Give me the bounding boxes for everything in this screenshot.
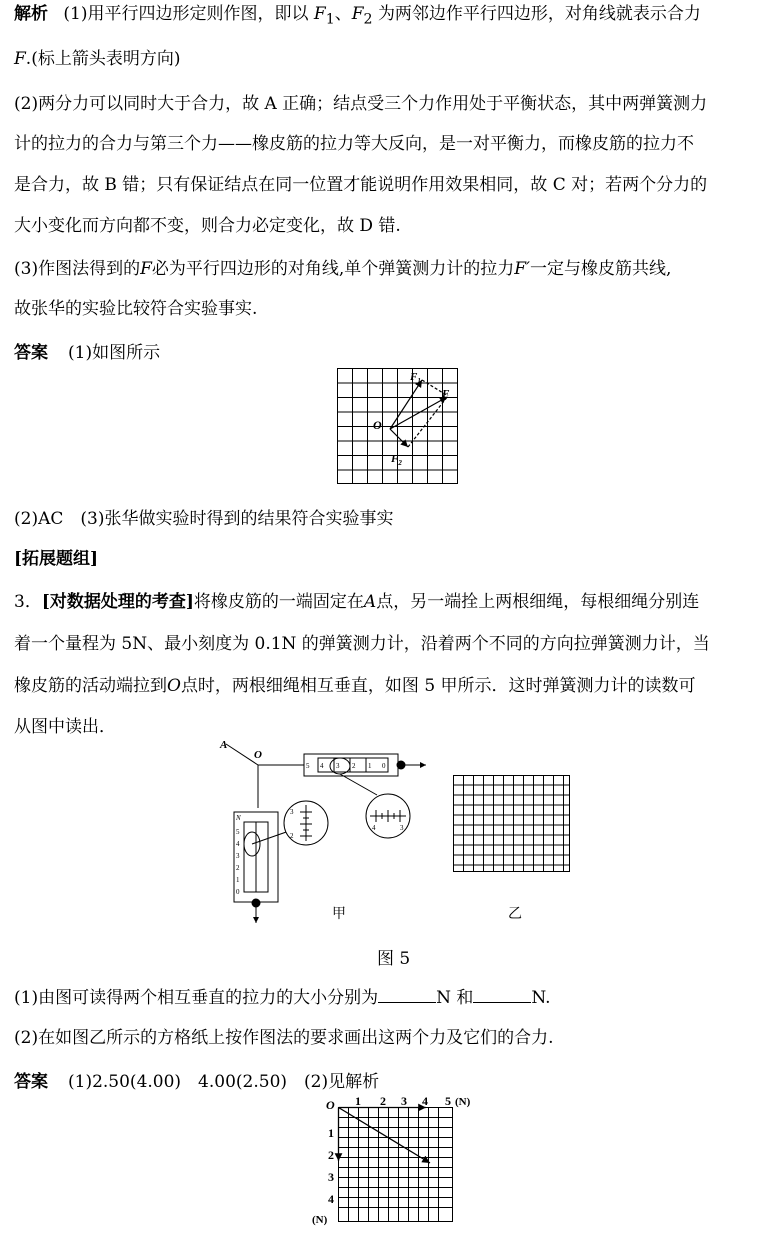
graph-origin: O [326,1098,335,1112]
force-vectors [390,380,448,447]
label-yi: 乙 [508,906,522,922]
svg-text:3: 3 [290,808,294,816]
answer2-label: 答案 [14,1072,48,1092]
svg-text:4: 4 [320,762,324,770]
svg-text:5: 5 [236,828,240,836]
analysis-p1-line2: F.(标上箭头表明方向) [14,49,181,69]
analysis-label: 解析 [14,4,48,24]
question3-line4: 从图中读出． [14,717,116,737]
svg-text:3: 3 [236,852,240,860]
answer2-line: 答案 (1)2.50(4.00) 4.00(2.50) (2)见解析 [14,1072,380,1092]
svg-text:1: 1 [368,762,372,770]
svg-text:2: 2 [290,832,294,840]
svg-text:3: 3 [328,1170,334,1184]
answer-blank-1[interactable] [378,986,436,1003]
svg-text:0: 0 [382,762,386,770]
svg-text:4: 4 [372,824,376,832]
analysis-p3-line2: 故张华的实验比较符合实验事实. [14,299,258,319]
svg-text:O: O [254,749,262,761]
answer2-graph [310,1093,490,1231]
svg-text:(N): (N) [312,1214,328,1226]
figure5-caption: 图 5 [377,949,411,969]
svg-text:2: 2 [380,1094,386,1108]
svg-text:A: A [220,740,228,751]
figure5-jia [214,740,440,925]
svg-text:4: 4 [328,1192,334,1206]
question3-line1: 3．[对数据处理的考查]将橡皮筋的一端固定在A点，另一端拴上两根细绳，每根细绳分别连 [14,592,700,612]
label-F2: $F_2$ [391,453,402,467]
subquestion-2: (2)在如图乙所示的方格纸上按作图法的要求画出这两个力及它们的合力. [14,1028,554,1048]
subquestion-1: (1)由图可读得两个相互垂直的拉力的大小分别为 N 和 N. [14,988,551,1008]
question3-line3: 橡皮筋的活动端拉到O点时，两根细绳相互垂直，如图 5 甲所示．这时弹簧测力计的读数可 [14,676,696,696]
svg-text:5: 5 [445,1094,451,1108]
analysis-p2-line3: 是合力，故 B 错；只有保证结点在同一位置才能说明作用效果相同，故 C 对；若两个分力的 [14,175,708,195]
figure5-yi-grid [453,775,571,873]
f2-vector [390,429,408,447]
label-F: F [442,388,450,400]
answer1-line2: (2)AC (3)张华做实验时得到的结果符合实验事实 [14,509,394,529]
svg-text:3: 3 [336,762,340,770]
answer-blank-2[interactable] [473,986,531,1003]
answer1-figure [336,367,460,487]
analysis-p2-line2: 计的拉力的合力与第三个力——橡皮筋的拉力等大反向，是一对平衡力，而橡皮筋的拉力不 [14,134,694,154]
svg-text:2: 2 [328,1148,334,1162]
svg-text:4: 4 [236,840,240,848]
label-F1: $F_1$ [410,371,421,385]
label-O: O [373,418,382,432]
svg-text:N: N [236,814,241,822]
f-vector [390,397,447,429]
question3-line2: 着一个量程为 5N、最小刻度为 0.1N 的弹簧测力计，沿着两个不同的方向拉弹簧测力计，当 [14,634,710,654]
svg-text:3: 3 [400,824,404,832]
svg-text:1: 1 [328,1126,334,1140]
analysis-p2-line4: 大小变化而方向都不变，则合力必定变化，故 D 错. [14,216,401,236]
answer1-label: 答案 [14,343,48,363]
svg-text:(N): (N) [455,1096,471,1108]
svg-text:1: 1 [355,1094,361,1108]
svg-text:2: 2 [236,864,240,872]
analysis-p2-line1: (2)两分力可以同时大于合力，故 A 正确；结点受三个力作用处于平衡状态，其中两弹簧测力 [14,94,708,114]
resultant-vector [339,1108,431,1164]
svg-text:1: 1 [236,876,240,884]
f1-vector [390,380,422,429]
svg-text:3: 3 [401,1094,407,1108]
svg-text:0: 0 [236,888,240,896]
answer1-line: 答案 (1)如图所示 [14,343,161,363]
label-jia: 甲 [332,906,346,922]
svg-text:2: 2 [352,762,356,770]
analysis-p1-line1: 解析 (1)用平行四边形定则作图，即以 $F_1$、$F_2$ 为两邻边作平行四边形，对角线就表示合力 [14,4,701,28]
svg-text:5: 5 [306,762,310,770]
extension-header: [拓展题组] [14,549,99,569]
analysis-p3-line1: (3)作图法得到的F必为平行四边形的对角线,单个弹簧测力计的拉力F′一定与橡皮筋共线, [14,259,672,279]
svg-text:4: 4 [422,1094,428,1108]
